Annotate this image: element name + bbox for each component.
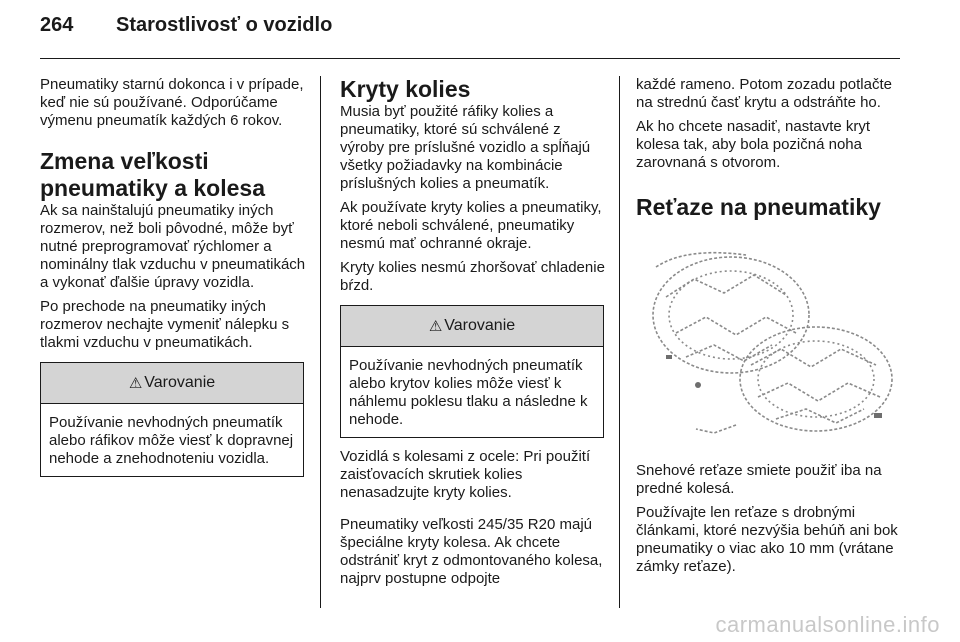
page-header (40, 14, 920, 48)
intro-paragraph: Pneumatiky starnú dokonca i v prípade, keď nie sú používané. Odporúčame výmenu pneumatík každých 6 rokov. (40, 76, 304, 129)
warning-title: Varovanie (444, 317, 516, 334)
column-left (40, 76, 306, 487)
snow-chains-illustration-icon (636, 237, 902, 447)
paragraph: Ak sa nainštalujú pneumatiky iných rozmerov, než boli pôvodné, môže byť nutné preprogramovať rýchlomer a nominálny tlak vzduchu v pneumatikách a vykonať ďalšie úpravy vozidla. (40, 202, 306, 291)
page-number: 264 (40, 14, 74, 36)
warning-header (41, 363, 303, 404)
watermark: carmanualsonline.info (715, 612, 940, 637)
paragraph: Ak používate kryty kolies a pneumatiky, ktoré neboli schválené, pneumatiky nesmú mať ochranné okraje. (340, 199, 602, 252)
warning-triangle-icon: ⚠ (128, 375, 143, 392)
paragraph: každé rameno. Potom zozadu potlačte na strednú časť krytu a odstráňte ho. (636, 76, 892, 111)
warning-box (340, 305, 604, 438)
paragraph: Ak ho chcete nasadiť, nastavte kryt kolesa tak, aby bola pozičná noha zarovnaná s otvorom. (636, 118, 871, 171)
chapter-title: Starostlivosť o vozidlo (116, 14, 333, 36)
paragraph: Vozidlá s kolesami z ocele: Pri použití zaisťovacích skrutiek kolies nenasadzujte kryty kolies. (340, 448, 591, 501)
paragraph: Po prechode na pneumatiky iných rozmerov nechajte vymeniť nálepku s tlakmi vzduchu v pneumatikách. (40, 298, 290, 351)
header-rule (40, 58, 900, 59)
column-right (636, 76, 902, 582)
warning-text: Používanie nevhodných pneumatík alebo ráfikov môže viesť k dopravnej nehode a znehodnoteniu vozidla. (49, 414, 294, 467)
section-heading-snow-chains: Reťaze na pneumatiky (636, 194, 881, 220)
paragraph: Musia byť použité ráfiky kolies a pneumatiky, ktoré sú schválené z výroby pre príslušné vozidlo a spĺňajú všetky požiadavky na kombinácie príslušných kolies a pneumatík. (340, 103, 591, 192)
warning-triangle-icon: ⚠ (428, 318, 443, 335)
warning-body (341, 347, 603, 437)
column-middle (340, 76, 606, 594)
section-heading-wheel-covers: Kryty kolies (340, 76, 471, 102)
warning-title: Varovanie (144, 374, 216, 391)
paragraph: Pneumatiky veľkosti 245/35 R20 majú špeciálne kryty kolesa. Ak chcete odstrániť kryt z odmontovaného kolesa, najprv postupne odpojte (340, 516, 603, 587)
warning-box (40, 362, 304, 477)
warning-text: Používanie nevhodných pneumatík alebo krytov kolies môže viesť k náhlemu poklesu tlaku a následne k nehode. (349, 357, 588, 428)
paragraph: Kryty kolies nesmú zhoršovať chladenie bŕzd. (340, 259, 605, 294)
warning-header (341, 306, 603, 347)
warning-body (41, 404, 303, 476)
paragraph: Snehové reťaze smiete použiť iba na predné kolesá. (636, 462, 882, 497)
paragraph: Používajte len reťaze s drobnými článkami, ktoré nezvýšia behúň ani bok pneumatiky o viac ako 10 mm (vrátane zámky reťaze). (636, 504, 898, 575)
column-divider (320, 76, 321, 608)
section-heading-tire-size: Zmena veľkosti pneumatiky a kolesa (40, 148, 265, 201)
column-divider (619, 76, 620, 608)
